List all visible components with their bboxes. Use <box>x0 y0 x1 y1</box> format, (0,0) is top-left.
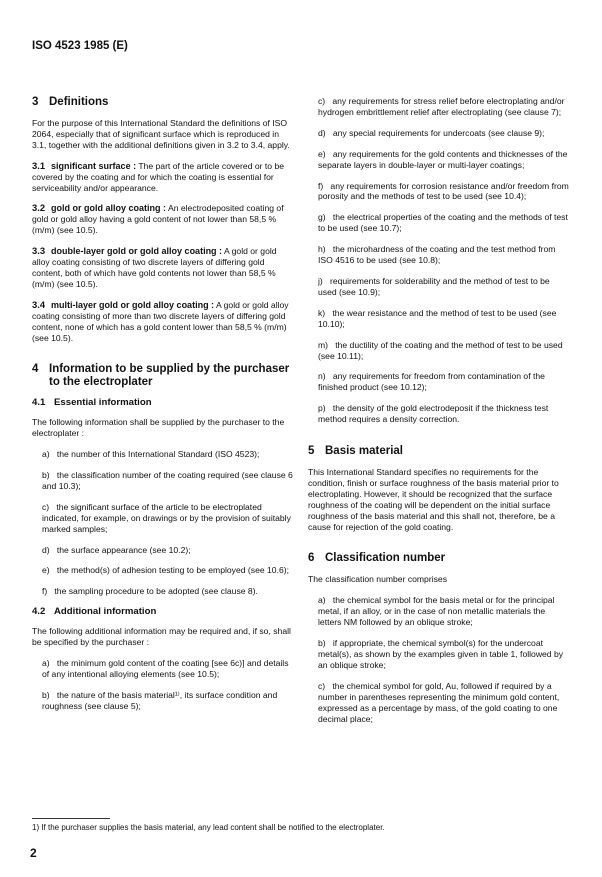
list-item-label: c) <box>318 96 326 106</box>
section-4-2-intro: The following additional information may be required and, if so, shall be specified by the purchaser : <box>32 626 291 648</box>
list-item-label: j) <box>318 275 323 286</box>
list-item-text: the minimum gold content of the coating [see 6c)] and details of any intentional alloying elements (see 10.5); <box>42 658 289 679</box>
list-item-text: the number of this International Standard (ISO 4523); <box>56 449 260 460</box>
section-title: Basis material <box>325 445 403 458</box>
section-title: Classification number <box>325 552 446 565</box>
list-item-label: h) <box>318 244 326 255</box>
list-item-label: b) <box>318 638 326 649</box>
list-item-text: the sampling procedure to be adopted (see clause 8). <box>54 586 258 597</box>
definition-3-1 <box>32 161 294 194</box>
definition-number: 3.1 <box>32 159 46 171</box>
section-4-heading <box>32 363 294 389</box>
list-item-label: a) <box>42 449 50 460</box>
definition-number: 3.2 <box>32 202 46 214</box>
subsection-number: 4.1 <box>32 397 46 409</box>
section-4-1-heading <box>32 398 294 409</box>
subsection-title: Additional information <box>54 606 157 618</box>
list-item-text: the classification number of the coating required (see clause 6 and 10.3); <box>42 470 293 491</box>
footnote: 1) If the purchaser supplies the basis material, any lead content shall be notified to the electroplater. <box>32 823 385 832</box>
list-item <box>308 149 570 171</box>
page-number: 2 <box>30 846 37 860</box>
list-item-label: e) <box>318 148 326 159</box>
definition-text: A gold or gold alloy coating consisting of two discrete layers of differing gold content, both of which have gold contents not lower than 58,5 % (m/m) (see 10.5). <box>32 246 277 289</box>
list-item-label: c) <box>318 680 326 691</box>
list-item <box>308 244 570 266</box>
definition-term: double-layer gold or gold alloy coating : <box>51 246 223 257</box>
definition-term: significant surface : <box>51 160 137 171</box>
list-item <box>308 308 570 330</box>
list-item <box>32 565 294 576</box>
list-item <box>308 595 570 628</box>
section-number: 6 <box>308 552 315 565</box>
list-item-label: f) <box>42 586 48 597</box>
list-item-label: g) <box>318 212 326 223</box>
list-item <box>32 545 294 556</box>
subsection-number: 4.2 <box>32 606 46 618</box>
footnote-divider <box>32 818 110 819</box>
section-5-heading <box>308 445 570 458</box>
list-item-text: requirements for solderability and the method of test to be used (see 10.9); <box>318 275 550 297</box>
list-item-label: a) <box>318 595 326 606</box>
list-item-label: d) <box>42 544 50 555</box>
definition-term: gold or gold alloy coating : <box>51 203 167 214</box>
section-6-intro: The classification number comprises <box>308 574 447 585</box>
list-item-text: the method(s) of adhesion testing to be employed (see 10.6); <box>56 565 289 576</box>
definition-number: 3.3 <box>32 245 46 257</box>
definition-3-2 <box>32 203 294 236</box>
section-number: 5 <box>308 445 315 458</box>
list-item-text: the nature of the basis material¹⁾, its surface condition and roughness (see clause 5); <box>42 689 278 711</box>
list-item-label: b) <box>42 470 50 481</box>
list-item <box>308 638 570 671</box>
section-3-intro: For the purpose of this International Standard the definitions of ISO 2064, especially that of significant surface which is reproduced in 3.1, together with the additional definitions given in 3.2 to 3.4, apply. <box>32 118 290 150</box>
list-item-text: the chemical symbol for gold, Au, followed if required by a number in parentheses representing the minimum gold content, expressed as a percentage by mass, of the gold coating to one decimal place; <box>318 680 560 724</box>
section-number: 3 <box>32 96 39 108</box>
definition-number: 3.4 <box>32 298 46 310</box>
section-6-heading <box>308 552 570 565</box>
definition-text: A gold or gold alloy coating consisting of more than two discrete layers of differing gold content, none of which has a gold content lower than 58,5 % (m/m) (see 10.5). <box>32 299 289 343</box>
list-item <box>308 276 570 298</box>
list-item-text: the significant surface of the article to be electroplated indicated, for example, on drawings or by the provision of suitably marked samples; <box>42 501 291 534</box>
list-item-text: any special requirements for undercoats (see clause 9); <box>332 127 545 138</box>
list-item <box>308 181 570 203</box>
definition-3-3 <box>32 246 294 290</box>
list-item-text: the microhardness of the coating and the test method from ISO 4516 to be used (see 10.8); <box>318 244 556 266</box>
list-item-text: any requirements for stress relief before electroplating and/or hydrogen embrittlement relief after electroplating (see clause 7); <box>318 96 565 117</box>
list-item-text: any requirements for freedom from contamination of the finished product (see 10.12); <box>318 371 545 393</box>
definition-3-4 <box>32 300 294 344</box>
section-title-line-2: to the electroplater <box>49 376 153 389</box>
list-item <box>308 128 570 139</box>
list-item <box>32 502 294 535</box>
list-item <box>308 212 570 234</box>
section-title-line-1: Information to be supplied by the purchaser <box>49 363 290 376</box>
list-item <box>308 340 570 362</box>
list-item-label: n) <box>318 371 326 382</box>
list-item-label: p) <box>318 403 326 414</box>
list-item-label: b) <box>42 689 50 700</box>
list-item <box>308 96 570 118</box>
definition-text: An electrodeposited coating of gold or gold alloy having a gold content of not lower than 58,5 % (m/m) (see 10.5). <box>32 203 284 236</box>
section-number: 4 <box>32 363 39 376</box>
section-5-text: This International Standard specifies no requirements for the condition, finish or surface roughness of the basis material prior to electroplating. However, it should be recognized that the surface roughness of the coating will be dependent on the initial surface roughness of the basis material and this shall not, therefore, be a cause for rejection of the gold coating. <box>308 467 559 532</box>
section-4-1-intro: The following information shall be supplied by the purchaser to the electroplater : <box>32 417 285 439</box>
list-item-text: the chemical symbol for the basis metal or for the principal metal, if an alloy, or in the case of non metallic materials the letters NM followed by an oblique stroke; <box>318 595 555 628</box>
right-column <box>308 96 570 734</box>
list-item <box>32 586 294 597</box>
list-item-label: m) <box>318 339 329 350</box>
section-4-2-heading <box>32 607 294 618</box>
list-item-label: e) <box>42 565 50 576</box>
list-item <box>32 658 294 680</box>
definition-term: multi-layer gold or gold alloy coating : <box>51 299 215 310</box>
list-item-label: c) <box>42 501 50 512</box>
list-item <box>308 371 570 393</box>
list-item-text: any requirements for the gold contents and thicknesses of the separate layers in double-layer or multi-layer coatings; <box>318 148 568 170</box>
list-item-text: the density of the gold electrodeposit if the thickness test method requires a density correction. <box>318 403 549 425</box>
list-item <box>32 690 294 712</box>
list-item-label: d) <box>318 127 326 138</box>
left-column <box>32 96 294 722</box>
list-item <box>308 403 570 425</box>
section-title: Definitions <box>49 96 109 108</box>
list-item-label: a) <box>42 658 50 668</box>
section-3-heading <box>32 96 294 109</box>
list-item-text: the surface appearance (see 10.2); <box>56 544 191 555</box>
definition-text: The part of the article covered or to be covered by the coating and for which the coating is essential for serviceability and/or appearance. <box>32 160 285 193</box>
subsection-title: Essential information <box>54 397 152 409</box>
list-item-text: the electrical properties of the coating and the methods of test to be used (see 10.7); <box>318 212 568 234</box>
list-item-label: k) <box>318 307 326 318</box>
list-item <box>32 470 294 492</box>
list-item-text: if appropriate, the chemical symbol(s) for the undercoat metal(s), as shown by the examples given in table 1, followed by an oblique stroke; <box>318 638 564 670</box>
list-item <box>32 449 294 460</box>
list-item-text: the ductility of the coating and the method of test to be used (see 10.11); <box>318 339 563 361</box>
list-item-text: any requirements for corrosion resistance and/or freedom from porosity and the methods of test to be used (see 10.4); <box>318 180 569 202</box>
list-item-text: the wear resistance and the method of test to be used (see 10.10); <box>318 307 557 329</box>
document-header: ISO 4523 1985 (E) <box>32 40 128 52</box>
list-item <box>308 681 570 725</box>
list-item-label: f) <box>318 180 324 191</box>
